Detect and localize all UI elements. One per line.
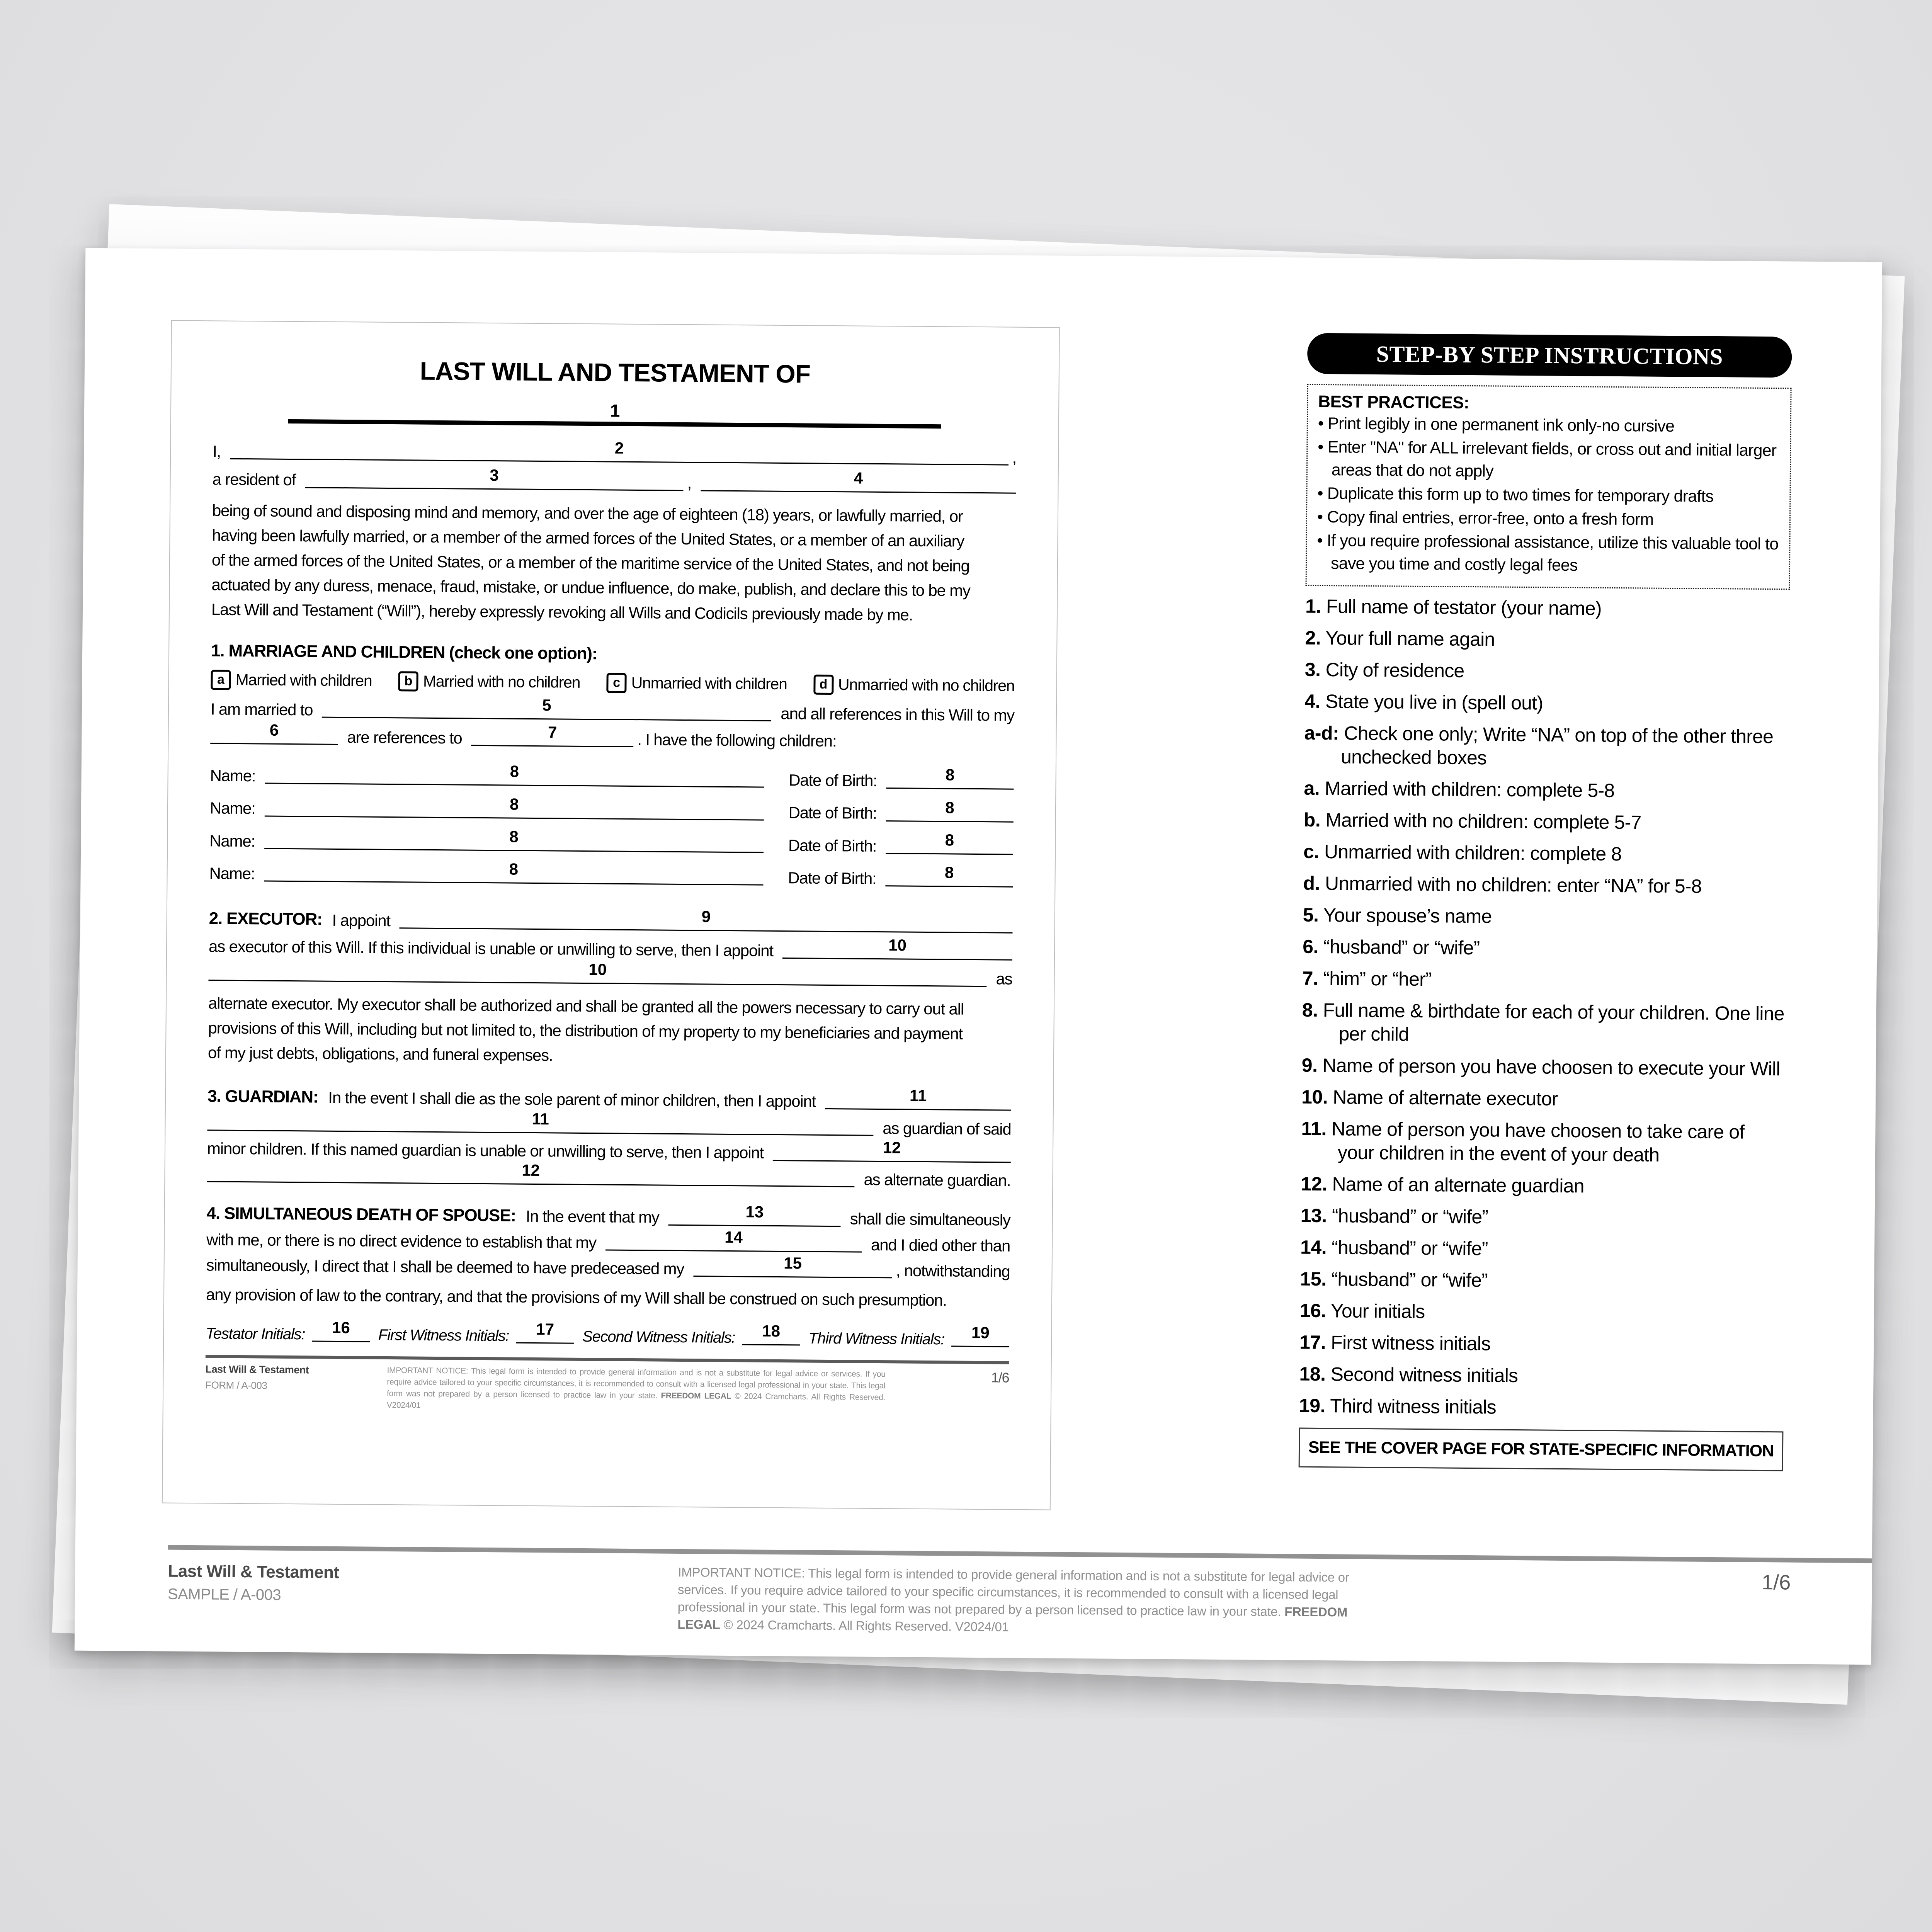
section-heading: 1. MARRIAGE AND CHILDREN (check one option):: [211, 641, 597, 663]
line-text: as guardian of said: [883, 1119, 1011, 1138]
blank-field: [208, 960, 986, 987]
step-number: 1.: [1305, 595, 1321, 617]
step-item: 11. Name of person you have choosen to take care of your children in the event of your death: [1301, 1117, 1745, 1166]
blank-field: [668, 1202, 840, 1227]
blank-number: 2: [614, 439, 624, 457]
step-item: 1. Full name of testator (your name): [1305, 595, 1602, 619]
step-number: 10.: [1301, 1086, 1328, 1108]
blank-field: [516, 1320, 574, 1344]
step-item: 18. Second witness initials: [1299, 1363, 1518, 1386]
step-number: a-d:: [1304, 722, 1339, 744]
initials-group: [582, 1321, 800, 1347]
notice-text: IMPORTANT NOTICE: This legal form is intended to provide general information and is not a substitute for legal advice or services. If you require advice tailored to your specific circumstances, it is recommended to consult with a licensed legal professional in your state. This legal form was not prepared by a person licensed to practice law in your state.: [386, 1366, 886, 1400]
footer-doc-code: SAMPLE / A-003: [167, 1585, 281, 1604]
form-title: LAST WILL AND TESTAMENT OF: [420, 356, 811, 388]
form-line: [209, 909, 1013, 935]
checkbox: a: [211, 670, 231, 690]
section-label: 3. GUARDIAN:: [207, 1086, 318, 1107]
main-paper-sheet: [75, 248, 1882, 1665]
blank-number: 8: [945, 798, 954, 817]
blank-field: [825, 1086, 1011, 1111]
step-item: 6. “husband” or “wife”: [1303, 935, 1480, 959]
checkbox-label: Unmarried with children: [631, 674, 787, 693]
line-text: Name:: [209, 864, 255, 883]
line-text: In the event I shall die as the sole parent of minor children, then I appoint: [328, 1088, 816, 1111]
blank-number: 6: [269, 721, 279, 739]
step-number: 19.: [1299, 1395, 1326, 1417]
blank-field: [264, 827, 764, 853]
notice-text-post: © 2024 Cramcharts. All Rights Reserved. V2024/01: [386, 1392, 886, 1410]
form-doc-code: FORM / A-003: [205, 1379, 267, 1391]
step-item: 16. Your initials: [1299, 1299, 1425, 1323]
line-text: . I have the following children:: [637, 730, 837, 750]
paragraph-line: being of sound and disposing mind and memory, and over the age of eighteen (18) years, or lawfully married, or: [212, 501, 963, 526]
step-item: 7. “him” or “her”: [1302, 967, 1432, 990]
line-text: and I died other than: [871, 1235, 1010, 1255]
blank-number: 10: [588, 960, 607, 979]
step-number: d.: [1303, 872, 1320, 894]
step-item: a. Married with children: complete 5-8: [1304, 777, 1615, 801]
instructions-panel: [1299, 333, 1792, 1471]
form-line: [207, 1139, 1011, 1165]
blank-field: [693, 1254, 892, 1278]
line-text: Date of Birth:: [788, 803, 877, 823]
blank-number: 4: [854, 469, 863, 487]
blank-field: [701, 469, 1016, 493]
line-text: minor children. If this named guardian is unable or unwilling to serve, then I appoint: [207, 1139, 764, 1162]
paragraph-line: Last Will and Testament (“Will”), hereby expressly revoking all Wills and Codicils previously made by me.: [211, 600, 913, 624]
form-line: [208, 960, 1012, 989]
blank-number: 10: [888, 936, 907, 954]
cover-info-box: SEE THE COVER PAGE FOR STATE-SPECIFIC INFORMATION: [1299, 1428, 1784, 1471]
blank-number: 8: [510, 762, 519, 781]
step-item: 8. Full name & birthdate for each of your children. One line per child: [1302, 999, 1784, 1045]
line-text: I,: [213, 442, 221, 461]
line-text: as alternate guardian.: [864, 1170, 1011, 1190]
paragraph-line: of my just debts, obligations, and funeral expenses.: [207, 1043, 553, 1064]
step-number: 14.: [1300, 1236, 1327, 1259]
paragraph-line: alternate executor. My executor shall be authorized and shall be granted all the powers necessary to carry out all: [208, 993, 964, 1018]
best-practices-box: [1306, 384, 1792, 590]
blank-field: [773, 1138, 1011, 1163]
step-number: 8.: [1302, 999, 1318, 1021]
blank-field: [742, 1321, 800, 1345]
footer-rule: [168, 1545, 1872, 1563]
section-label: 4. SIMULTANEOUS DEATH OF SPOUSE:: [206, 1204, 516, 1225]
line-text: Name:: [209, 799, 255, 818]
line-text: Name:: [210, 766, 256, 785]
notice-brand: FREEDOM LEGAL: [677, 1604, 1348, 1632]
step-instructions-header: STEP-BY STEP INSTRUCTIONS: [1307, 333, 1792, 378]
form-line: [206, 1256, 1010, 1281]
blank-number: 16: [332, 1318, 350, 1337]
form-line: [209, 827, 1013, 857]
line-text: Date of Birth:: [788, 869, 876, 888]
initials-label: First Witness Initials:: [378, 1327, 509, 1345]
blank-field: [886, 798, 1014, 823]
paragraph-line: having been lawfully married, or a member of the armed forces of the United States, or a member of an auxiliary: [212, 526, 964, 550]
blank-field: [951, 1323, 1009, 1347]
form-paragraph: [211, 498, 1016, 628]
initials-row: [206, 1318, 1009, 1349]
form-doc-title: Last Will & Testament: [205, 1363, 309, 1376]
best-practices-list: [1317, 412, 1780, 578]
step-number: 7.: [1302, 967, 1318, 989]
form-footer: [205, 1364, 1009, 1416]
paragraph-line: provisions of this Will, including but not limited to, the distribution of my property to my beneficiaries and payment: [208, 1018, 963, 1043]
will-form-page: [162, 320, 1060, 1510]
form-paragraph: [206, 1282, 1010, 1313]
blank-field: [886, 831, 1013, 855]
step-item: 2. Your full name again: [1305, 627, 1495, 650]
blank-field: [230, 439, 1009, 466]
blank-number: 8: [509, 860, 519, 879]
form-line: [213, 439, 1017, 467]
best-practice-item: • Copy final entries, error-free, onto a fresh form: [1317, 507, 1654, 529]
blank-field: [885, 863, 1013, 888]
step-number: 9.: [1301, 1054, 1318, 1076]
line-text: with me, or there is no direct evidence to establish that my: [206, 1230, 597, 1252]
initials-group: [206, 1318, 370, 1344]
step-item: 15. “husband” or “wife”: [1300, 1268, 1488, 1291]
notice-brand: FREEDOM LEGAL: [661, 1391, 731, 1401]
blank-number: 1: [610, 400, 620, 421]
form-footer-rule: [206, 1355, 1009, 1364]
step-number: 3.: [1304, 658, 1321, 680]
form-line: [206, 1230, 1010, 1255]
marriage-option: [398, 671, 580, 693]
initials-label: Third Witness Initials:: [808, 1330, 945, 1348]
step-number: 13.: [1300, 1204, 1327, 1227]
marriage-option: [211, 670, 372, 691]
blank-number: 3: [490, 466, 499, 484]
blank-field: [265, 762, 764, 788]
step-number: 5.: [1303, 904, 1319, 926]
blank-number: 8: [509, 795, 519, 813]
line-text: ,: [687, 474, 692, 492]
step-number: 11.: [1301, 1117, 1327, 1140]
blank-number: 15: [784, 1254, 802, 1272]
initials-label: Testator Initials:: [206, 1325, 305, 1343]
line-text: In the event that my: [526, 1207, 659, 1226]
best-practices-title: BEST PRACTICES:: [1318, 392, 1469, 412]
blank-field: [305, 466, 684, 491]
initials-group: [378, 1320, 574, 1345]
blank-number: 8: [945, 765, 955, 784]
paragraph-line: actuated by any duress, menace, fraud, mistake, or undue influence, do make, publish, and declare this to be my: [211, 575, 970, 600]
line-text: simultaneously, I direct that I shall be deemed to have predeceased my: [206, 1256, 684, 1278]
footer-legal-notice: [677, 1563, 1389, 1638]
form-footer-left: [205, 1364, 387, 1393]
initials-label: Second Witness Initials:: [582, 1328, 735, 1347]
step-item: a-d: Check one only; Write “NA” on top of the other three unchecked boxes: [1304, 722, 1774, 769]
line-text: and all references in this Will to my: [781, 704, 1015, 724]
best-practice-item: • Enter "NA" for ALL irrelevant fields, or cross out and initial larger areas that do not apply: [1318, 437, 1777, 481]
blank-field: [886, 765, 1014, 790]
initials-group: [808, 1323, 1010, 1349]
line-text: are references to: [347, 728, 462, 747]
blank-number: 8: [945, 831, 954, 849]
form-paragraph: [208, 991, 1012, 1071]
checkbox-label: Married with children: [235, 670, 372, 690]
line-text: I am married to: [210, 699, 313, 719]
steps-list: [1299, 595, 1790, 1422]
line-text: as: [996, 969, 1012, 988]
form-line: [207, 1161, 1011, 1190]
step-number: b.: [1303, 809, 1321, 831]
form-line: [207, 1087, 1011, 1112]
step-item: 9. Name of person you have choosen to execute your Will: [1301, 1054, 1780, 1080]
line-text: Name:: [209, 832, 255, 850]
form-line: [212, 466, 1016, 495]
form-line: [210, 762, 1014, 792]
step-number: 4.: [1304, 690, 1321, 712]
testator-name-blank: [213, 397, 1017, 429]
line-text: ,: [1012, 448, 1017, 467]
blank-field: [264, 860, 763, 886]
blank-number: 19: [971, 1323, 990, 1342]
blank-number: 5: [542, 696, 551, 714]
form-line: [209, 937, 1012, 962]
checkbox-label: Unmarried with no children: [838, 675, 1015, 695]
line-text: shall die simultaneously: [850, 1209, 1010, 1230]
form-line: [207, 1204, 1010, 1230]
marriage-option: [813, 674, 1015, 696]
form-line: [210, 696, 1015, 725]
line-text: I appoint: [332, 911, 391, 930]
line-text: as executor of this Will. If this individual is unable or unwilling to serve, then I appoint: [208, 937, 774, 960]
step-item: 3. City of residence: [1304, 658, 1464, 682]
marriage-options-row: [211, 670, 1014, 696]
blank-field: [471, 723, 633, 747]
form-body: [206, 397, 1017, 1349]
blank-number: 11: [909, 1086, 927, 1105]
step-number: 16.: [1299, 1299, 1327, 1322]
line-text: Date of Birth:: [788, 836, 877, 855]
line-text: a resident of: [212, 470, 296, 489]
form-page-number: 1/6: [991, 1369, 1009, 1386]
blank-field: [265, 795, 764, 820]
footer-left: [168, 1562, 339, 1604]
form-line: [209, 860, 1013, 889]
blank-field: [207, 1161, 854, 1187]
notice-text: IMPORTANT NOTICE: This legal form is intended to provide general information and is not a substitute for legal advice or services. If you require advice tailored to your specific circumstances, it is recommended to consult with a licensed legal professional in your state. This legal form was not prepared by a person licensed to practice law in your state.: [677, 1565, 1349, 1619]
blank-field: [782, 936, 1012, 961]
notice-text-post: © 2024 Cramcharts. All Rights Reserved. V2024/01: [720, 1617, 1009, 1634]
blank-number: 11: [532, 1110, 549, 1128]
paragraph-line: any provision of law to the contrary, and that the provisions of my Will shall be construed on such presumption.: [206, 1285, 947, 1310]
form-legal-notice: [387, 1365, 886, 1415]
section-label: 2. EXECUTOR:: [209, 909, 322, 929]
step-item: d. Unmarried with no children: enter “NA” for 5-8: [1303, 872, 1702, 897]
step-item: 13. “husband” or “wife”: [1300, 1204, 1488, 1228]
marriage-option: [606, 673, 787, 694]
step-item: 19. Third witness initials: [1299, 1395, 1497, 1418]
step-number: 15.: [1300, 1268, 1327, 1290]
blank-number: 18: [762, 1321, 781, 1340]
blank-field: [400, 907, 1013, 933]
checkbox: b: [398, 671, 418, 691]
blank-field: [605, 1228, 862, 1252]
blank-field: [312, 1318, 370, 1342]
step-number: 2.: [1305, 627, 1321, 649]
step-item: 12. Name of an alternate guardian: [1301, 1173, 1584, 1197]
checkbox: d: [813, 674, 833, 694]
checkbox-label: Married with no children: [423, 672, 580, 691]
step-number: 6.: [1303, 935, 1319, 957]
step-item: b. Married with no children: complete 5-7: [1303, 809, 1641, 833]
best-practice-item: • If you require professional assistance, utilize this valuable tool to save you time and costly legal fees: [1317, 531, 1779, 575]
form-line: [209, 795, 1014, 824]
step-item: 4. State you live in (spell out): [1304, 690, 1543, 714]
step-item: 14. “husband” or “wife”: [1300, 1236, 1488, 1260]
footer-page-number: 1/6: [1762, 1570, 1791, 1594]
blank-number: 9: [701, 907, 711, 926]
line-text: , notwithstanding: [896, 1261, 1010, 1281]
blank-number: 8: [944, 863, 954, 882]
blank-field: [207, 1110, 873, 1136]
blank-number: 8: [509, 827, 519, 846]
checkbox: c: [606, 673, 626, 693]
step-number: c.: [1303, 840, 1320, 862]
step-number: a.: [1304, 777, 1320, 799]
best-practice-item: • Print legibly in one permanent ink only-no cursive: [1318, 414, 1675, 436]
step-item: 5. Your spouse’s name: [1303, 904, 1492, 927]
form-line: [210, 721, 1014, 752]
step-number: 17.: [1299, 1331, 1326, 1354]
step-number: 18.: [1299, 1363, 1326, 1385]
step-item: 17. First witness initials: [1299, 1331, 1491, 1355]
form-line: [207, 1110, 1011, 1139]
blank-number: 17: [536, 1320, 554, 1338]
line-text: Date of Birth:: [789, 771, 877, 790]
step-item: c. Unmarried with children: complete 8: [1303, 840, 1622, 865]
blank-field: [210, 721, 338, 745]
blank-number: 12: [883, 1138, 901, 1157]
blank-number: 14: [724, 1228, 743, 1247]
step-number: 12.: [1301, 1173, 1327, 1195]
paragraph-line: of the armed forces of the United States, or a member of the maritime service of the United States, and not being: [211, 550, 969, 575]
blank-number: 12: [522, 1161, 540, 1180]
blank-number: 13: [745, 1202, 764, 1221]
best-practice-item: • Duplicate this form up to two times for temporary drafts: [1317, 484, 1714, 506]
blank-field: [322, 696, 771, 721]
step-item: 10. Name of alternate executor: [1301, 1086, 1558, 1110]
blank-number: 7: [548, 723, 557, 742]
footer-doc-title: Last Will & Testament: [168, 1561, 339, 1582]
